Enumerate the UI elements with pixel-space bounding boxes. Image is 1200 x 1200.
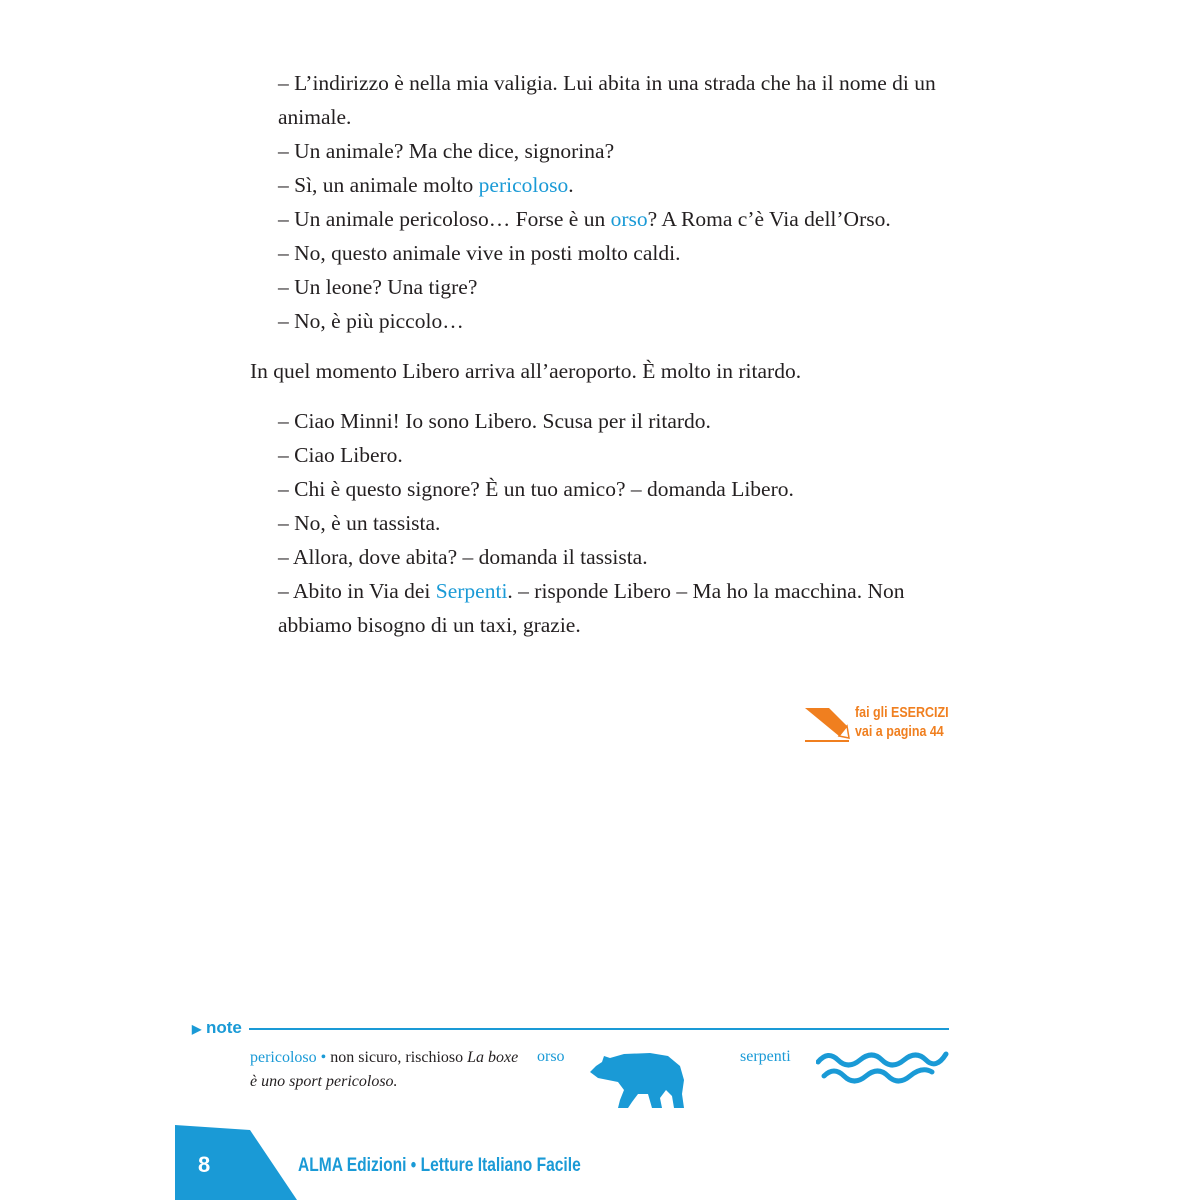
narration: In quel momento Libero arriva all’aeroporto. È molto in ritardo. bbox=[250, 359, 802, 383]
dialogue-text: – Ciao Libero. bbox=[278, 443, 403, 467]
dialogue-text: ? A Roma c’è Via dell’Orso. bbox=[647, 207, 891, 231]
dialogue-line bbox=[278, 574, 970, 642]
note-term: pericoloso bbox=[250, 1049, 317, 1066]
dialogue-line bbox=[278, 202, 970, 236]
dialogue-line bbox=[278, 506, 970, 540]
notes-divider bbox=[249, 1028, 949, 1030]
triangle-icon: ▶ bbox=[192, 1022, 202, 1036]
dialogue-line bbox=[278, 66, 970, 134]
exercise-line-1: fai gli ESERCIZI bbox=[855, 705, 949, 721]
dialogue-line bbox=[278, 304, 970, 338]
pencil-icon bbox=[803, 704, 853, 744]
dialogue-text: . – risponde Libero – Ma ho la macchina. Non abbiamo bisogno di un taxi, grazie. bbox=[278, 579, 905, 637]
glossary-term: Serpenti bbox=[435, 579, 508, 603]
dialogue-text: – No, è un tassista. bbox=[278, 511, 441, 535]
main-text bbox=[250, 66, 970, 642]
dialogue-line bbox=[278, 134, 970, 168]
page-tab bbox=[175, 1125, 300, 1200]
dialogue-line bbox=[278, 236, 970, 270]
dialogue-text: – Ciao Minni! Io sono Libero. Scusa per il ritardo. bbox=[278, 409, 711, 433]
glossary-term: pericoloso bbox=[478, 173, 569, 197]
dialogue-text: . bbox=[568, 173, 574, 197]
exercise-line-2: vai a pagina 44 bbox=[855, 724, 944, 740]
note-definition bbox=[250, 1046, 520, 1094]
note-example: La boxe è uno sport pericoloso. bbox=[250, 1049, 519, 1090]
dialogue-line bbox=[278, 472, 970, 506]
dialogue-block-1 bbox=[250, 66, 970, 338]
footer-title: ALMA Edizioni • Letture Italiano Facile bbox=[298, 1155, 581, 1176]
dialogue-text: – No, è più piccolo… bbox=[278, 309, 464, 333]
dialogue-line bbox=[278, 270, 970, 304]
dialogue-text: – L’indirizzo è nella mia valigia. Lui abita in una strada che ha il nome di un animale. bbox=[278, 71, 936, 129]
dialogue-block-2 bbox=[250, 404, 970, 642]
dialogue-text: – Un leone? Una tigre? bbox=[278, 275, 478, 299]
dialogue-line bbox=[278, 404, 970, 438]
note-bullet: • bbox=[316, 1049, 331, 1066]
dialogue-text: – Sì, un animale molto bbox=[278, 173, 479, 197]
exercise-link[interactable] bbox=[803, 704, 953, 744]
dialogue-text: – Un animale pericoloso… Forse è un bbox=[278, 207, 611, 231]
dialogue-text: – Allora, dove abita? – domanda il tassista. bbox=[278, 545, 648, 569]
dialogue-line bbox=[278, 168, 970, 202]
dialogue-text: – Un animale? Ma che dice, signorina? bbox=[278, 139, 615, 163]
bear-icon bbox=[588, 1050, 686, 1110]
notes-header-label: note bbox=[205, 1018, 242, 1037]
dialogue-line bbox=[278, 540, 970, 574]
note-meaning: non sicuro, rischioso bbox=[330, 1049, 468, 1066]
glossary-term: orso bbox=[610, 207, 648, 231]
note-label-orso: orso bbox=[537, 1048, 565, 1065]
dialogue-text: – Abito in Via dei bbox=[278, 579, 436, 603]
dialogue-text: – No, questo animale vive in posti molto caldi. bbox=[278, 241, 681, 265]
dialogue-line bbox=[278, 438, 970, 472]
dialogue-text: – Chi è questo signore? È un tuo amico? – domanda Libero. bbox=[278, 477, 794, 501]
page-number: 8 bbox=[198, 1152, 211, 1177]
notes-header bbox=[192, 1018, 242, 1038]
snakes-icon bbox=[816, 1050, 952, 1086]
note-label-serpenti: serpenti bbox=[740, 1048, 791, 1065]
